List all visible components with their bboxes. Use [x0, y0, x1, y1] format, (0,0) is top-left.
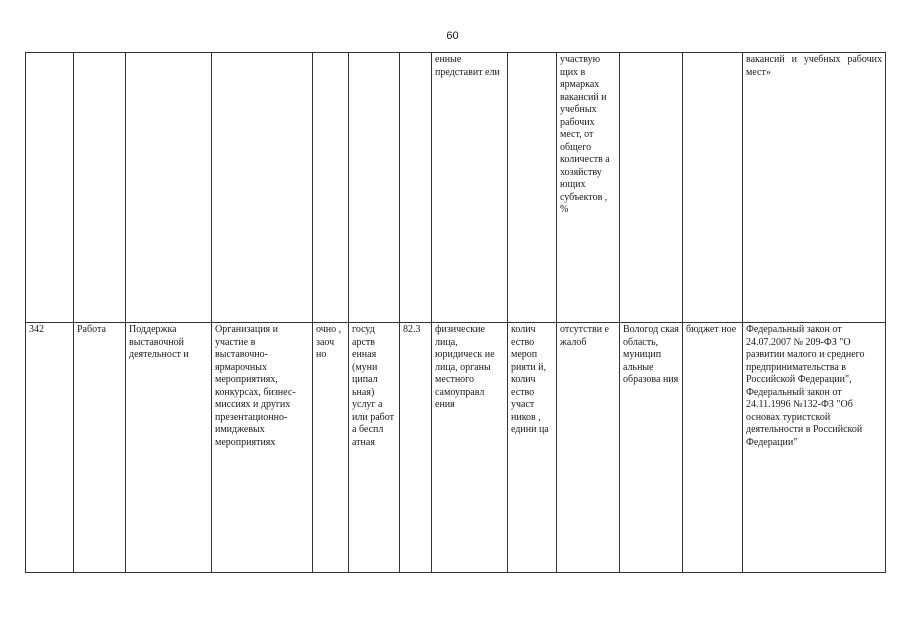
cell-form — [313, 53, 349, 323]
cell-consumers: енные представит ели — [432, 53, 508, 323]
cell-payment — [349, 53, 400, 323]
registry-table — [25, 52, 886, 573]
cell-service-name: Поддержка выставочной деятельност и — [126, 323, 212, 573]
cell-number — [26, 53, 74, 323]
cell-service-name — [126, 53, 212, 323]
cell-number: 342 — [26, 323, 74, 573]
cell-quality-indicator: отсутстви е жалоб — [557, 323, 620, 573]
table-row-342 — [26, 323, 886, 573]
table-row-continuation — [26, 53, 886, 323]
cell-legal-basis: вакансий и учебных рабочих мест» — [743, 53, 886, 323]
cell-okved — [400, 53, 432, 323]
cell-okved: 82.3 — [400, 323, 432, 573]
cell-content: Организация и участие в выставочно-ярмарочных мероприятиях, конкурсах, бизнес-миссиях и других презентационно-имиджевых мероприятиях — [212, 323, 313, 573]
cell-form: очно , заоч но — [313, 323, 349, 573]
cell-volume-indicator — [508, 53, 557, 323]
cell-institution-type — [683, 53, 743, 323]
cell-consumers: физические лица, юридическ ие лица, органы местного самоуправл ения — [432, 323, 508, 573]
page-number: 60 — [446, 30, 459, 42]
cell-payment: госуд арств енная (муни ципал ьная) услуг а или работ а беспл атная — [349, 323, 400, 573]
cell-founders: Вологод ская область, муницип альные образова ния — [620, 323, 683, 573]
cell-type: Работа — [74, 323, 126, 573]
cell-legal-basis: Федеральный закон от 24.07.2007 № 209-ФЗ "О развитии малого и среднего предпринимательства в Российской Федерации", Федеральный закон от 24.11.1996 №132-ФЗ "Об основах туристской деятельности в Российской Федерации" — [743, 323, 886, 573]
cell-type — [74, 53, 126, 323]
cell-quality-indicator: участвую щих в ярмарках вакансий и учебных рабочих мест, от общего количеств а хозяйству ющих субъектов , % — [557, 53, 620, 323]
cell-content — [212, 53, 313, 323]
cell-institution-type: бюджет ное — [683, 323, 743, 573]
cell-founders — [620, 53, 683, 323]
cell-volume-indicator: колич ество мероп рияти й, колич ество участ ников , едини ца — [508, 323, 557, 573]
